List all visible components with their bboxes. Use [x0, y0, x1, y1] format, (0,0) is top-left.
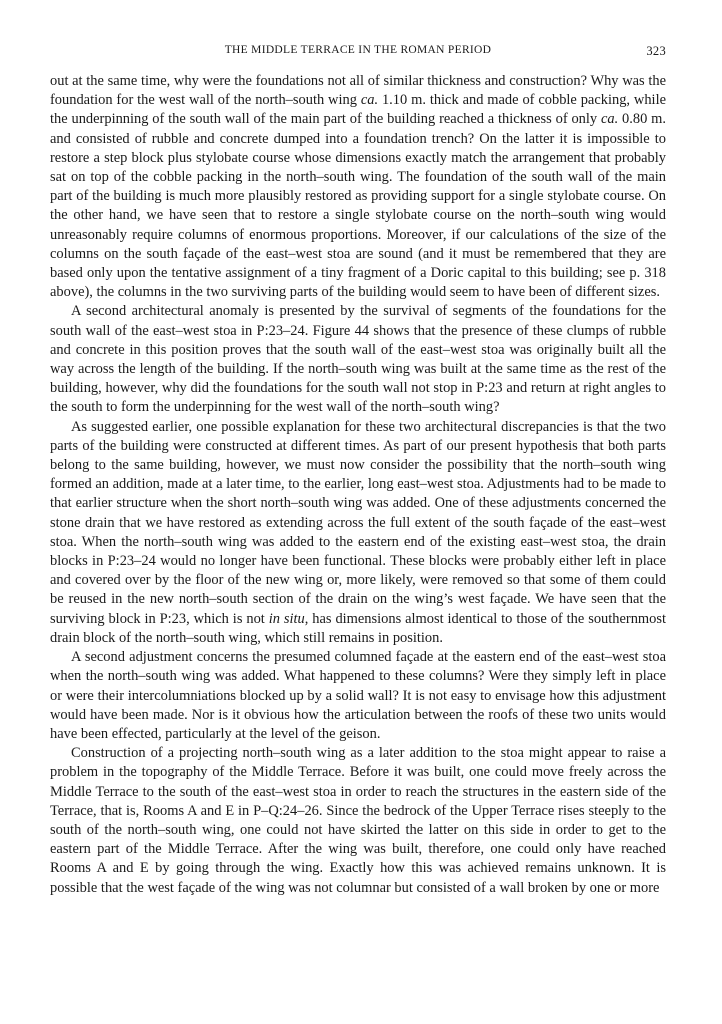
paragraph-text: out at the same time, why were the foundations not all of similar thickness and construction? Why was the foundation for the west wall of the north–south wing — [50, 73, 666, 109]
italic-term: ca. — [360, 92, 379, 109]
body-text — [50, 72, 666, 898]
paragraph — [50, 72, 666, 302]
page-number: 323 — [646, 44, 666, 58]
paragraph — [50, 648, 666, 744]
paragraph-text: 1.10 m. thick and made of cobble packing, while the underpinning of the south wall of the main part of the building reached a thickness of only — [50, 92, 666, 128]
paragraph-text: Construction of a projecting north–south wing as a later addition to the stoa might appear to raise a problem in the topography of the Middle Terrace. Before it was built, one could move freely across the Middle Terrace to the south of the east–west stoa in order to reach the structures in the eastern side of the Terrace, that is, Rooms A and E in P–Q:24–26. Since the bedrock of the Upper Terrace rises steeply to the south of the north–south wing, one could not have skirted the latter on this side in order to get to the eastern part of the Middle Terrace. After the wing was built, therefore, one could only have reached Rooms A and E by going through the wing. Exactly how this was achieved remains unknown. It is possible that the west façade of the wing was not columnar but consisted of a wall broken by one or more — [50, 745, 666, 896]
running-head — [50, 40, 666, 62]
paragraph — [50, 418, 666, 648]
paragraph-text: A second architectural anomaly is presented by the survival of segments of the foundations for the south wall of the east–west stoa in P:23–24. Figure 44 shows that the presence of these clumps of rubble and concrete in this position proves that the south wall of the east–west stoa was originally built all the way across the length of the building. If the north–south wing was built at the same time as the rest of the building, however, why did the foundations for the south wall not stop in P:23 and return at right angles to the south to form the underpinning for the west wall of the north–south wing? — [50, 303, 666, 416]
running-title: THE MIDDLE TERRACE IN THE ROMAN PERIOD — [224, 44, 492, 56]
paragraph — [50, 744, 666, 898]
paragraph-text: As suggested earlier, one possible explanation for these two architectural discrepancies is that the two parts of the building were constructed at different times. As part of our present hypothesis that both parts belong to the same building, however, we must now consider the possibility that the north–south wing formed an addition, made at a later time, to the earlier, long east–west stoa. Adjustments had to be made to that earlier structure when the short north–south wing was added. One of these adjustments concerned the stone drain that we have restored as extending across the full extent of the south façade of the east–west stoa. When the north–south wing was added to the eastern end of the existing east–west stoa, the drain blocks in P:23–24 would no longer have been functional. These blocks were probably either left in place and covered over by the floor of the new wing or, more likely, were removed so that some of them could be reused in the new north–south section of the drain on the wing’s west façade. We have seen that the surviving block in P:23, which is not — [50, 418, 666, 627]
italic-term: in situ — [268, 610, 305, 627]
paragraph-text: 0.80 m. and consisted of rubble and concrete dumped into a foundation trench? On the latter it is impossible to restore a step block plus stylobate course whose dimensions exactly match the arrangement that probably sat on top of the cobble packing in the north–south wing. The foundation of the south wall of the main part of the building is much more plausibly restored as providing support for a single stylobate course. On the other hand, we have seen that to restore a single stylobate course on the north–south wing would unreasonably require columns of enormous proportions. Moreover, if our calculations of the size of the columns on the south façade of the east–west stoa are sound (and it must be remembered that they are based only upon the tentative assignment of a tiny fragment of a Doric capital to this building; see p. 318 above), the columns in the two surviving parts of the building would seem to have been of different sizes. — [50, 111, 666, 301]
paragraph — [50, 302, 666, 417]
page — [50, 40, 666, 1010]
paragraph-text: A second adjustment concerns the presumed columned façade at the eastern end of the east–west stoa when the north–south wing was added. What happened to these columns? Were they simply left in place or were their intercolumniations blocked up by a solid wall? It is not easy to envisage how this adjustment would have been made. Nor is it obvious how the articulation between the roofs of these two units would have been effected, particularly at the level of the geison. — [50, 649, 666, 742]
paragraph-text: , has dimensions almost identical to those of the southernmost drain block of the north–south wing, which still remains in position. — [50, 610, 667, 646]
italic-term: ca. — [600, 111, 619, 128]
